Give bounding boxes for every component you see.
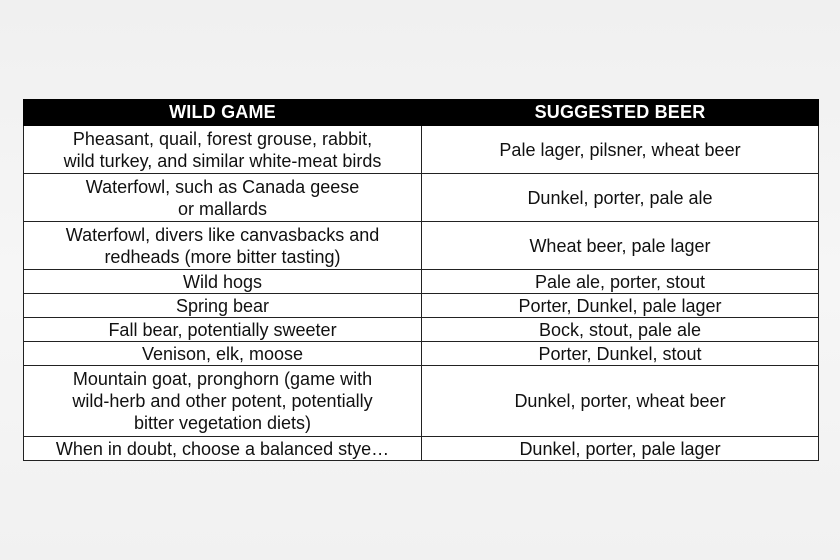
wild-game-cell bbox=[24, 318, 422, 342]
wild-game-cell bbox=[24, 294, 422, 318]
wild-game-cell bbox=[24, 342, 422, 366]
table-row bbox=[24, 318, 819, 342]
wild-game-line: Waterfowl, divers like canvasbacks and bbox=[65, 224, 380, 245]
wild-game-line: or mallards bbox=[177, 198, 268, 219]
suggested-beer-cell: Bock, stout, pale ale bbox=[422, 318, 819, 342]
suggested-beer-cell: Pale ale, porter, stout bbox=[422, 270, 819, 294]
table-row bbox=[24, 342, 819, 366]
table-row bbox=[24, 366, 819, 437]
beer-pairing-table bbox=[23, 99, 819, 461]
table-row bbox=[24, 222, 819, 270]
wild-game-cell bbox=[24, 270, 422, 294]
suggested-beer-cell: Dunkel, porter, pale lager bbox=[422, 437, 819, 461]
column-header-wild-game: WILD GAME bbox=[24, 100, 422, 126]
wild-game-line: redheads (more bitter tasting) bbox=[104, 246, 341, 267]
suggested-beer-cell: Pale lager, pilsner, wheat beer bbox=[422, 126, 819, 174]
wild-game-cell bbox=[24, 174, 422, 222]
wild-game-line: Fall bear, potentially sweeter bbox=[108, 319, 337, 340]
wild-game-line: Wild hogs bbox=[182, 271, 263, 292]
wild-game-cell bbox=[24, 126, 422, 174]
table-row bbox=[24, 126, 819, 174]
wild-game-cell bbox=[24, 437, 422, 461]
wild-game-cell bbox=[24, 366, 422, 437]
wild-game-line: wild turkey, and similar white-meat birds bbox=[63, 150, 382, 171]
header-row bbox=[24, 100, 819, 126]
wild-game-line: Mountain goat, pronghorn (game with bbox=[72, 369, 373, 389]
wild-game-line: Venison, elk, moose bbox=[141, 343, 304, 364]
wild-game-line: bitter vegetation diets) bbox=[133, 413, 312, 433]
column-header-suggested-beer: SUGGESTED BEER bbox=[422, 100, 819, 126]
table-body bbox=[24, 126, 819, 461]
table-row bbox=[24, 437, 819, 461]
suggested-beer-cell: Porter, Dunkel, stout bbox=[422, 342, 819, 366]
suggested-beer-cell: Porter, Dunkel, pale lager bbox=[422, 294, 819, 318]
table-header bbox=[24, 100, 819, 126]
wild-game-cell bbox=[24, 222, 422, 270]
table-row bbox=[24, 270, 819, 294]
wild-game-line: wild-herb and other potent, potentially bbox=[72, 391, 373, 411]
suggested-beer-cell: Dunkel, porter, pale ale bbox=[422, 174, 819, 222]
table-row bbox=[24, 174, 819, 222]
wild-game-line: Pheasant, quail, forest grouse, rabbit, bbox=[72, 128, 373, 149]
suggested-beer-cell: Dunkel, porter, wheat beer bbox=[422, 366, 819, 437]
wild-game-line: Waterfowl, such as Canada geese bbox=[85, 176, 360, 197]
suggested-beer-cell: Wheat beer, pale lager bbox=[422, 222, 819, 270]
wild-game-line: Spring bear bbox=[175, 295, 270, 316]
wild-game-line: When in doubt, choose a balanced stye… bbox=[55, 438, 390, 459]
table-row bbox=[24, 294, 819, 318]
